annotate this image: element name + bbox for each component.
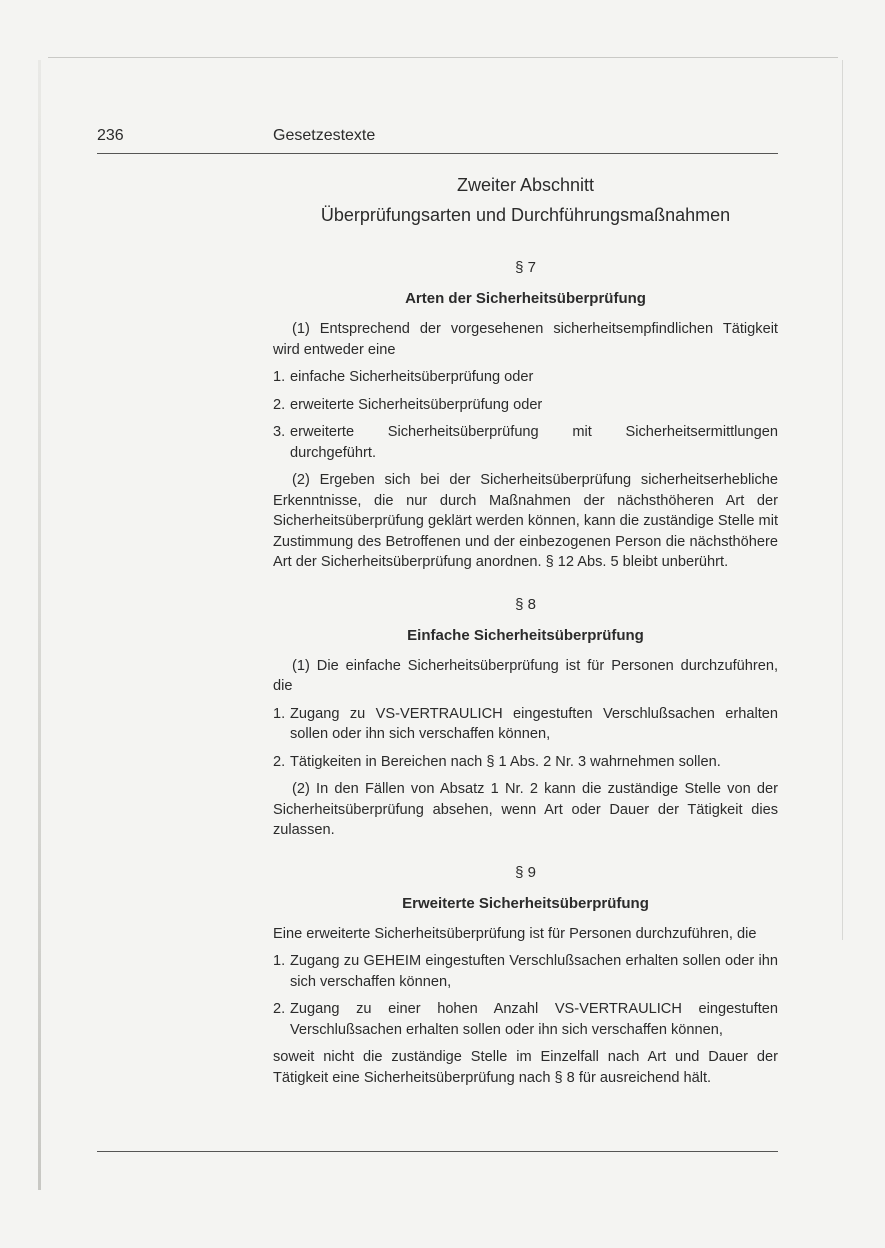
section-title: Arten der Sicherheitsüberprüfung xyxy=(405,290,646,307)
list-item xyxy=(273,367,778,388)
list-item-text: Zugang zu GEHEIM eingestuften Verschlußsachen erhalten sollen oder ihn sich verschaffen können, xyxy=(290,953,778,990)
list-item-text: Zugang zu VS-VERTRAULICH eingestuften Verschlußsachen erhalten sollen oder ihn sich verschaffen können, xyxy=(290,705,778,742)
page-left-edge xyxy=(38,60,41,1190)
section-number: § 9 xyxy=(515,863,536,881)
paragraph: (1) Entsprechend der vorgesehenen sicherheitsempfindlichen Tätigkeit wird entweder eine xyxy=(273,321,778,358)
section-8 xyxy=(273,595,778,841)
enumerated-list xyxy=(273,704,778,773)
list-item-number: 2. xyxy=(273,396,286,413)
list-item xyxy=(273,395,778,416)
list-item-number: 2. xyxy=(273,753,286,770)
page-right-edge xyxy=(842,60,843,940)
paragraph: (2) Ergeben sich bei der Sicherheitsüberprüfung sicherheitserhebliche Erkenntnisse, die nur durch Maßnahmen der nächsthöheren Art der Sicherheitsüberprüfung geklärt werden können, kann die zuständige Stelle mit Zustimmung des Betroffenen und der einbezogenen Person die nächsthöhere Art der Sicherheitsüberprüfung anordnen. § 12 Abs. 5 bleibt unberührt. xyxy=(273,472,778,570)
section-9 xyxy=(273,863,778,1089)
list-item xyxy=(273,422,778,463)
page-number: 236 xyxy=(97,127,124,144)
chapter-title: Zweiter Abschnitt xyxy=(456,175,595,195)
list-item-text: erweiterte Sicherheitsüberprüfung mit Sicherheitsermittlungen durchgeführt. xyxy=(290,424,778,461)
list-item xyxy=(273,752,778,773)
list-item-number: 2. xyxy=(273,1001,286,1017)
chapter-heading xyxy=(273,170,778,230)
list-item xyxy=(273,951,778,992)
page-header xyxy=(97,127,778,154)
chapter-subtitle: Überprüfungsarten und Durchführungsmaßnahmen xyxy=(320,205,731,225)
enumerated-list xyxy=(273,951,778,1040)
paragraph: (2) In den Fällen von Absatz 1 Nr. 2 kann die zuständige Stelle von der Sicherheitsüberprüfung absehen, wenn Art oder Dauer der Tätigkeit dies zulassen. xyxy=(273,781,778,838)
enumerated-list xyxy=(273,367,778,463)
section-title: Einfache Sicherheitsüberprüfung xyxy=(407,626,644,644)
list-item-number: 1. xyxy=(273,953,286,969)
list-item-text: einfache Sicherheitsüberprüfung oder xyxy=(290,369,534,385)
list-item-text: Tätigkeiten in Bereichen nach § 1 Abs. 2 Nr. 3 wahrnehmen sollen. xyxy=(290,753,721,770)
list-item-number: 3. xyxy=(273,424,286,440)
list-item xyxy=(273,704,778,745)
running-head: Gesetzestexte xyxy=(273,127,376,144)
section-7 xyxy=(273,258,778,573)
paragraph: (1) Die einfache Sicherheitsüberprüfung ist für Personen durchzuführen, die xyxy=(273,657,778,694)
paragraph: Eine erweiterte Sicherheitsüberprüfung ist für Personen durchzuführen, die xyxy=(273,925,757,942)
list-item xyxy=(273,999,778,1040)
list-item-text: Zugang zu einer hohen Anzahl VS-VERTRAULICH eingestuften Verschlußsachen erhalten sollen oder ihn sich verschaffen können, xyxy=(290,1001,778,1038)
section-title: Erweiterte Sicherheitsüberprüfung xyxy=(402,894,649,912)
section-number: § 7 xyxy=(515,259,536,276)
section-number: § 8 xyxy=(515,595,536,613)
paragraph: soweit nicht die zuständige Stelle im Einzelfall nach Art und Dauer der Tätigkeit eine Sicherheitsüberprüfung nach § 8 für ausreichend hält. xyxy=(273,1049,778,1086)
list-item-number: 1. xyxy=(273,705,286,722)
list-item-text: erweiterte Sicherheitsüberprüfung oder xyxy=(290,396,543,413)
page-content xyxy=(273,170,778,1095)
footer-rule xyxy=(97,1151,778,1152)
list-item-number: 1. xyxy=(273,369,286,385)
page-top-edge xyxy=(48,57,838,58)
